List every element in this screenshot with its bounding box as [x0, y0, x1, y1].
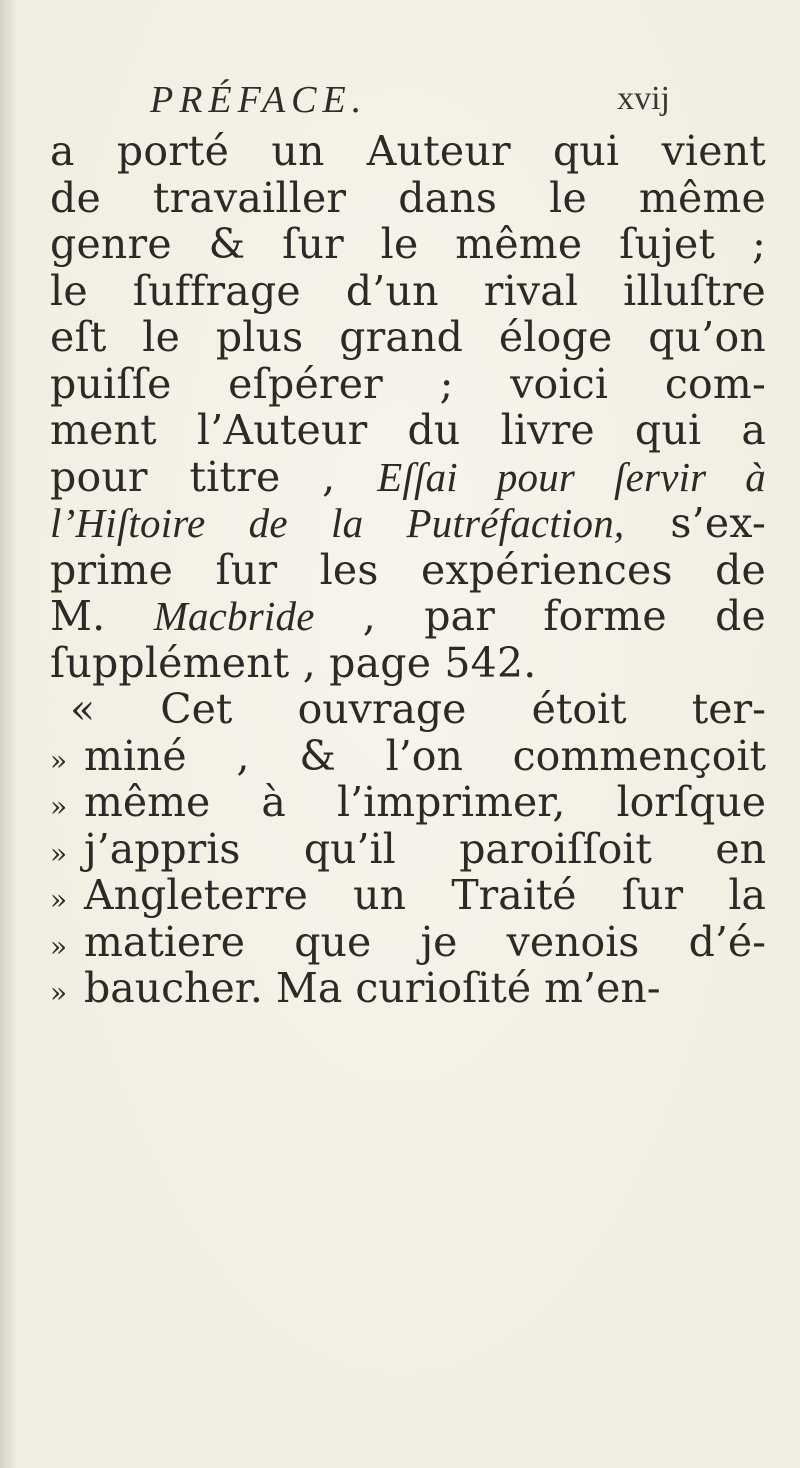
running-head-title: PRÉFACE. — [150, 79, 368, 121]
quote-line: « Cet ouvrage étoit ter- — [70, 685, 766, 733]
quote-mark: » — [50, 743, 68, 777]
quote-mark: » — [50, 836, 68, 870]
text-line — [50, 500, 766, 547]
text-segment: M. — [50, 592, 154, 640]
author-name-italic: Macbride — [153, 593, 315, 639]
quote-line — [50, 779, 766, 826]
text-segment: s’ex- — [624, 499, 767, 547]
text-line: ment l’Auteur du livre qui a — [50, 406, 766, 454]
quote-text: baucher. Ma curioſité m’en- — [84, 964, 661, 1012]
quote-text: miné , & l’on commençoit — [84, 731, 766, 780]
text-line: a porté un Auteur qui vient — [50, 127, 766, 175]
page-fold-shadow — [0, 0, 18, 1468]
quote-text: même à l’imprimer, lorſque — [84, 778, 766, 826]
text-line: genre & ſur le même ſujet ; — [50, 220, 766, 268]
quote-line — [50, 733, 766, 780]
text-line: prime ſur les expériences de — [50, 545, 766, 594]
quote-text: matiere que je venois d’é- — [84, 917, 766, 966]
quote-mark: » — [50, 976, 68, 1009]
text-line: le ſuffrage d’un rival illuſtre — [50, 266, 766, 315]
book-title-italic: Eſſai pour ſervir à — [377, 453, 766, 500]
quote-mark: » — [50, 790, 68, 823]
text-line: ſupplément , page 542. — [50, 638, 537, 687]
quote-line — [50, 965, 766, 1012]
quote-text: j’appris qu’il paroiſſoit en — [84, 824, 766, 873]
quote-line — [50, 872, 766, 919]
quote-mark: » — [50, 883, 68, 916]
text-line — [50, 593, 766, 640]
text-line: de travailler dans le même — [50, 173, 766, 222]
quote-text: Angleterre un Traité ſur la — [84, 871, 766, 919]
quote-mark: » — [50, 929, 68, 963]
quote-line — [50, 919, 766, 966]
text-segment: pour titre , — [50, 452, 378, 501]
quote-line — [50, 826, 766, 873]
book-title-italic: l’Hiſtoire de la Putréfaction, — [50, 500, 625, 546]
body-text — [50, 128, 766, 1012]
page-number: xvij — [617, 80, 670, 117]
text-line: eſt le plus grand éloge qu’on — [50, 313, 766, 361]
running-head — [150, 78, 670, 128]
text-line — [50, 454, 766, 501]
text-segment: , par forme de — [314, 592, 766, 640]
text-line: puiſſe eſpérer ; voici com- — [50, 359, 766, 408]
